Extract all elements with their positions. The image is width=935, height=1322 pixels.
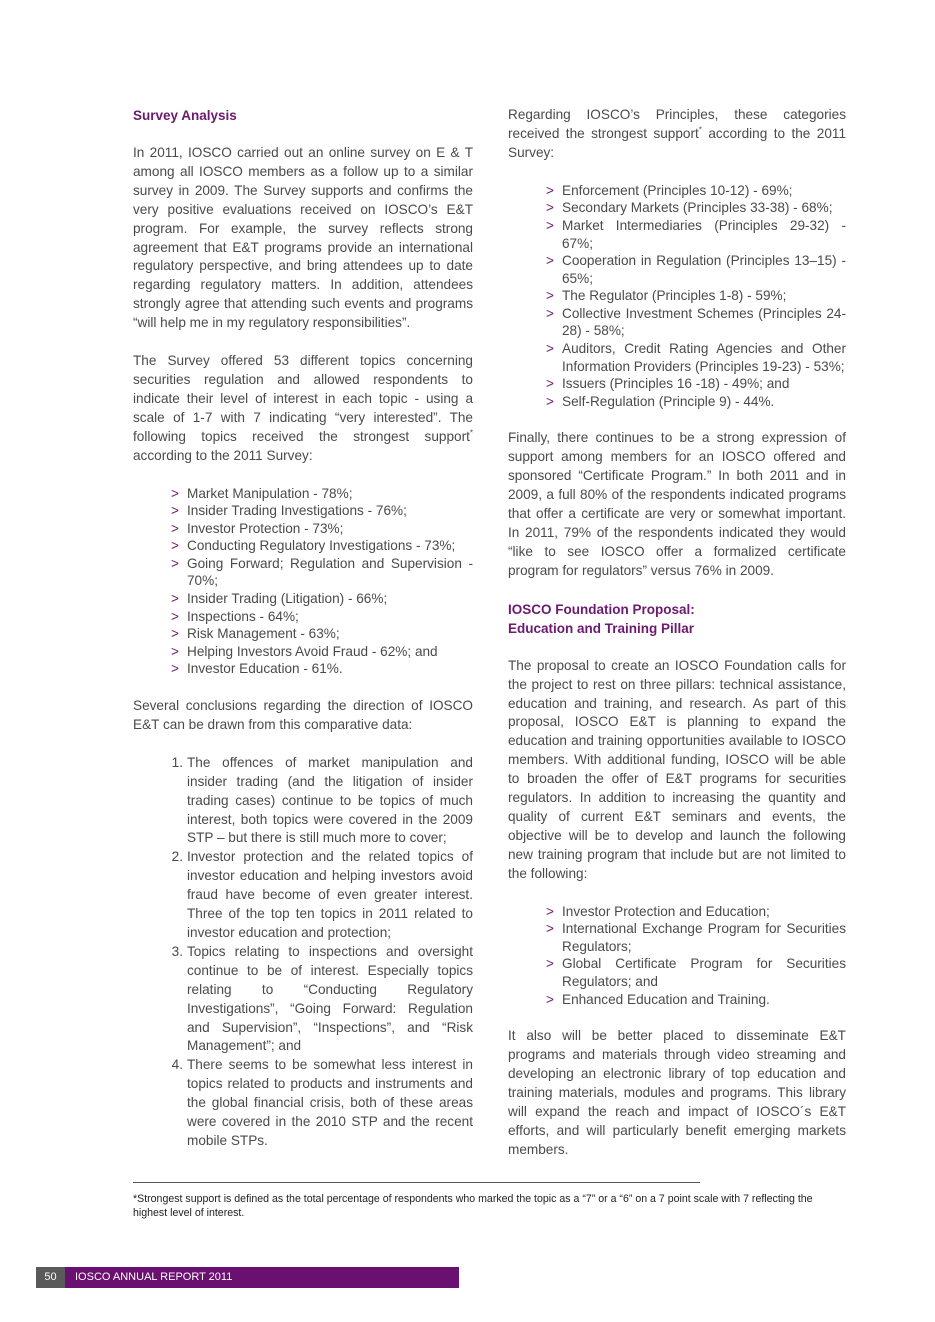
topic-list-item — [171, 502, 473, 520]
chevron-right-icon: > — [171, 591, 179, 607]
chevron-right-icon: > — [171, 485, 179, 501]
chevron-right-icon: > — [171, 608, 179, 624]
principles-intro-paragraph — [508, 106, 846, 163]
survey-topics-text: The Survey offered 53 different topics concerning securities regulation and allowed respondents to indicate their level of interest in each topic - using a scale of 1-7 with 7 indicating “very interested”. The following topics received the strongest support — [133, 353, 473, 444]
principle-list-item-text: The Regulator (Principles 1-8) - 59%; — [562, 288, 787, 304]
program-list-item — [546, 955, 846, 990]
chevron-right-icon: > — [546, 288, 554, 304]
chevron-right-icon: > — [546, 182, 554, 198]
principle-list-item — [546, 393, 846, 411]
chevron-right-icon: > — [546, 305, 554, 321]
principle-list-item-text: Auditors, Credit Rating Agencies and Other Information Providers (Principles 19-23) - 53%; — [562, 341, 846, 374]
conclusions-list — [133, 754, 473, 1151]
principle-list-item-text: Market Intermediaries (Principles 29-32) - 67%; — [562, 217, 846, 251]
topic-list-item — [171, 485, 473, 503]
conclusion-list-item — [173, 848, 473, 943]
topic-list-item-text: Inspections - 64%; — [187, 608, 299, 624]
topic-list-item — [171, 537, 473, 555]
foundation-heading-line1: IOSCO Foundation Proposal: — [508, 601, 695, 617]
principle-list-item-text: Self-Regulation (Principle 9) - 44%. — [562, 393, 775, 409]
footer-bar — [36, 1267, 459, 1288]
survey-topics-paragraph — [133, 352, 473, 465]
principle-list-item-text: Enforcement (Principles 10-12) - 69%; — [562, 182, 793, 198]
programs-list — [508, 903, 846, 1009]
chevron-right-icon: > — [546, 921, 554, 937]
chevron-right-icon: > — [171, 503, 179, 519]
foundation-proposal-heading — [508, 600, 846, 638]
topic-list-item — [171, 643, 473, 661]
principle-list-item — [546, 252, 846, 287]
left-column — [133, 106, 473, 1151]
chevron-right-icon: > — [546, 217, 554, 233]
topic-list-item-text: Market Manipulation - 78%; — [187, 485, 353, 501]
topic-list-item-text: Helping Investors Avoid Fraud - 62%; and — [187, 643, 438, 659]
right-column — [508, 106, 846, 1159]
dissemination-paragraph: It also will be better placed to disseminate E&T programs and materials through video streaming and developing an electronic library of top education and training materials, modules and programs. This library will expand the reach and impact of IOSCO´s E&T efforts, and will particularly benefit emerging markets members. — [508, 1028, 846, 1157]
chevron-right-icon: > — [546, 956, 554, 972]
conclusion-number: 1. — [171, 754, 183, 770]
certificate-paragraph: Finally, there continues to be a strong expression of support among members for an IOSCO offered and sponsored “Certificate Program.” In both 2011 and in 2009, a full 80% of the respondents indicated programs that offer a certificate are very or somewhat important. In 2011, 79% of the respondents indicated they would “like to see IOSCO offer a formalized certificate program for regulators” versus 76% in 2009. — [508, 430, 846, 578]
program-list-item — [546, 903, 846, 921]
chevron-right-icon: > — [546, 200, 554, 216]
principle-list-item — [546, 375, 846, 393]
conclusion-list-item — [173, 1056, 473, 1151]
footnote-divider — [133, 1182, 700, 1183]
principle-list-item-text: Issuers (Principles 16 -18) - 49%; and — [562, 376, 790, 392]
survey-intro-paragraph: In 2011, IOSCO carried out an online survey on E & T among all IOSCO members as a follow up to a similar survey in 2009. The Survey supports and confirms the very positive evaluations received on IOSCO’s E&T program. For example, the survey reflects strong agreement that E&T programs provide an international regulatory perspective, and bring attendees up to date regarding regulatory matters. In addition, attendees strongly agree that attending such events and programs “will help me in my regulatory responsibilities”. — [133, 145, 473, 331]
topic-list-item-text: Insider Trading (Litigation) - 66%; — [187, 591, 388, 607]
conclusion-list-item — [173, 943, 473, 1056]
chevron-right-icon: > — [171, 661, 179, 677]
asterisk-marker: * — [698, 125, 702, 135]
conclusion-text: The offences of market manipulation and insider trading (and the litigation of insider trading cases) continue to be topics of much interest, both topics were covered in the 2009 STP – but there is still much more to cover; — [187, 754, 473, 846]
program-list-item-text: Enhanced Education and Training. — [562, 991, 770, 1007]
topic-list-item — [171, 520, 473, 538]
principle-list-item-text: Cooperation in Regulation (Principles 13–15) - 65%; — [562, 253, 846, 286]
principle-list-item-text: Collective Investment Schemes (Principles 24-28) - 58%; — [562, 305, 846, 339]
program-list-item-text: Global Certificate Program for Securities Regulators; and — [562, 956, 846, 989]
principles-intro-text-end: according to the 2011 Survey: — [508, 125, 846, 160]
chevron-right-icon: > — [171, 520, 179, 536]
topics-list — [133, 485, 473, 679]
principles-list — [508, 182, 846, 411]
conclusion-number: 4. — [171, 1057, 183, 1073]
principle-list-item-text: Secondary Markets (Principles 33-38) - 68%; — [562, 200, 833, 216]
topic-list-item-text: Investor Protection - 73%; — [187, 520, 344, 536]
foundation-proposal-paragraph: The proposal to create an IOSCO Foundation calls for the project to rest on three pillars: technical assistance, education and training, and research. As part of this proposal, IOSCO E&T is planning to expand the education and training opportunities available to IOSCO members. With additional funding, IOSCO will be able to broaden the offer of E&T programs for securities regulators. In addition to increasing the quantity and quality of current E&T seminars and events, the objective will be to develop and launch the following new training program that include but are not limited to the following: — [508, 657, 846, 881]
principles-intro-text: Regarding IOSCO’s Principles, these categories received the strongest support — [508, 107, 846, 141]
topic-list-item — [171, 660, 473, 678]
program-list-item — [546, 920, 846, 955]
topic-list-item-text: Investor Education - 61%. — [187, 661, 343, 677]
topic-list-item — [171, 625, 473, 643]
chevron-right-icon: > — [171, 626, 179, 642]
topic-list-item — [171, 590, 473, 608]
chevron-right-icon: > — [171, 538, 179, 554]
chevron-right-icon: > — [546, 341, 554, 357]
survey-analysis-heading: Survey Analysis — [133, 108, 237, 123]
principle-list-item — [546, 340, 846, 375]
topic-list-item-text: Going Forward; Regulation and Supervision - 70%; — [187, 555, 473, 589]
chevron-right-icon: > — [546, 903, 554, 919]
conclusion-list-item — [173, 754, 473, 849]
principle-list-item — [546, 217, 846, 252]
principle-list-item — [546, 199, 846, 217]
asterisk-marker: * — [469, 428, 473, 438]
principle-list-item — [546, 305, 846, 340]
chevron-right-icon: > — [546, 991, 554, 1007]
page-number: 50 — [36, 1267, 65, 1288]
topic-list-item — [171, 608, 473, 626]
footnote: *Strongest support is defined as the total percentage of respondents who marked the topic as a “7” or a “6” on a 7 point scale with 7 reflecting the highest level of interest. — [133, 1193, 813, 1219]
conclusions-intro-paragraph: Several conclusions regarding the direction of IOSCO E&T can be drawn from this comparative data: — [133, 698, 473, 732]
topic-list-item-text: Risk Management - 63%; — [187, 626, 340, 642]
program-list-item-text: Investor Protection and Education; — [562, 903, 770, 919]
topic-list-item — [171, 555, 473, 590]
program-list-item — [546, 991, 846, 1009]
chevron-right-icon: > — [546, 376, 554, 392]
footer-report-title: IOSCO ANNUAL REPORT 2011 — [75, 1271, 233, 1283]
chevron-right-icon: > — [546, 253, 554, 269]
chevron-right-icon: > — [171, 643, 179, 659]
chevron-right-icon: > — [171, 555, 179, 571]
program-list-item-text: International Exchange Program for Securities Regulators; — [562, 921, 846, 954]
principle-list-item — [546, 287, 846, 305]
conclusion-number: 2. — [171, 849, 183, 865]
principle-list-item — [546, 182, 846, 200]
survey-topics-text-end: according to the 2011 Survey: — [133, 447, 313, 463]
conclusion-text: Topics relating to inspections and oversight continue to be of interest. Especially topics relating to “Conducting Regulatory Investigations”, “Going Forward: Regulation and Supervision”, “Inspections”, and “Risk Management”; and — [187, 943, 473, 1054]
conclusion-text: There seems to be somewhat less interest in topics related to products and instruments and the global financial crisis, both of these areas were covered in the 2010 STP and the recent mobile STPs. — [187, 1057, 473, 1148]
topic-list-item-text: Insider Trading Investigations - 76%; — [187, 503, 407, 519]
foundation-heading-line2: Education and Training Pillar — [508, 620, 695, 636]
conclusion-text: Investor protection and the related topics of investor education and helping investors avoid fraud have become of even greater interest. Three of the top ten topics in 2011 related to investor education and protection; — [187, 849, 473, 940]
chevron-right-icon: > — [546, 393, 554, 409]
conclusion-number: 3. — [171, 943, 183, 959]
topic-list-item-text: Conducting Regulatory Investigations - 73%; — [187, 538, 456, 554]
